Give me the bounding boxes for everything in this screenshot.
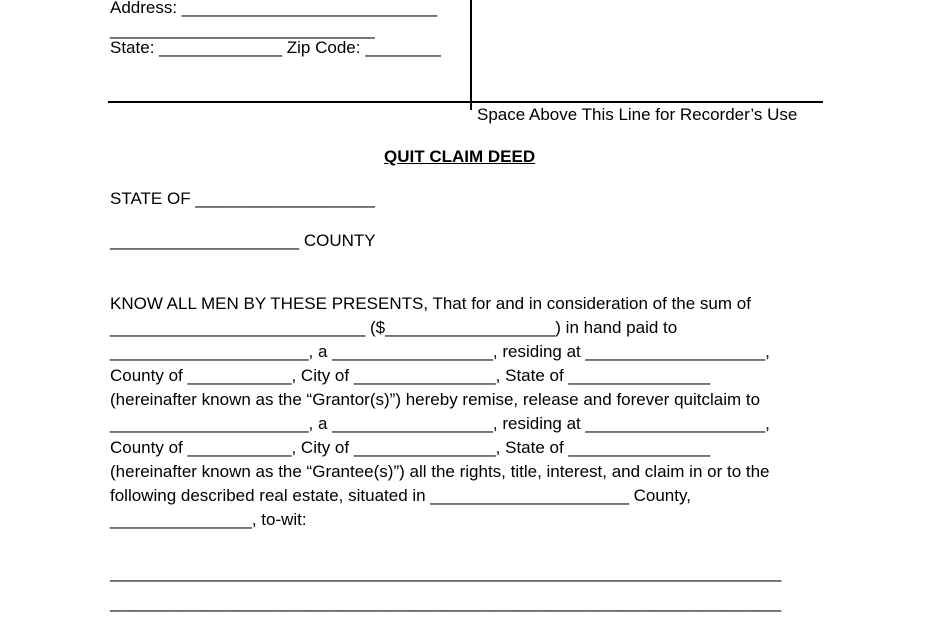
state-zip-line: State: _____________ Zip Code: ________ [110, 38, 441, 57]
description-blank-line: _______________________________________________________________________ [110, 563, 782, 582]
body-line: KNOW ALL MEN BY THESE PRESENTS, That for and in consideration of the sum of [110, 294, 751, 313]
body-line: (hereinafter known as the “Grantee(s)”) all the rights, title, interest, and claim in or to the [110, 462, 770, 481]
state-of-line: STATE OF ___________________ [110, 189, 375, 208]
body-line: _______________, to-wit: [110, 510, 307, 529]
body-line: (hereinafter known as the “Grantor(s)”) hereby remise, release and forever quitclaim to [110, 390, 761, 409]
county-line: ____________________ COUNTY [110, 231, 376, 250]
address-blank-line: ____________________________ [110, 20, 375, 39]
body-line: ___________________________ ($__________________) in hand paid to [110, 318, 678, 337]
body-line: following described real estate, situated in _____________________ County, [110, 486, 691, 505]
address-line: Address: ___________________________ [110, 0, 438, 17]
description-blank-line: _______________________________________________________________________ [110, 593, 782, 612]
body-line: _____________________, a _________________, residing at ___________________, [110, 342, 770, 361]
body-line: County of ___________, City of _______________, State of _______________ [110, 438, 711, 457]
body-line: _____________________, a _________________, residing at ___________________, [110, 414, 770, 433]
recorder-vertical-rule [470, 0, 472, 110]
body-line: County of ___________, City of _______________, State of _______________ [110, 366, 711, 385]
recorder-horizontal-rule [108, 101, 823, 103]
recorder-note: Space Above This Line for Recorder’s Use [477, 105, 798, 124]
page-title: QUIT CLAIM DEED [384, 147, 536, 166]
